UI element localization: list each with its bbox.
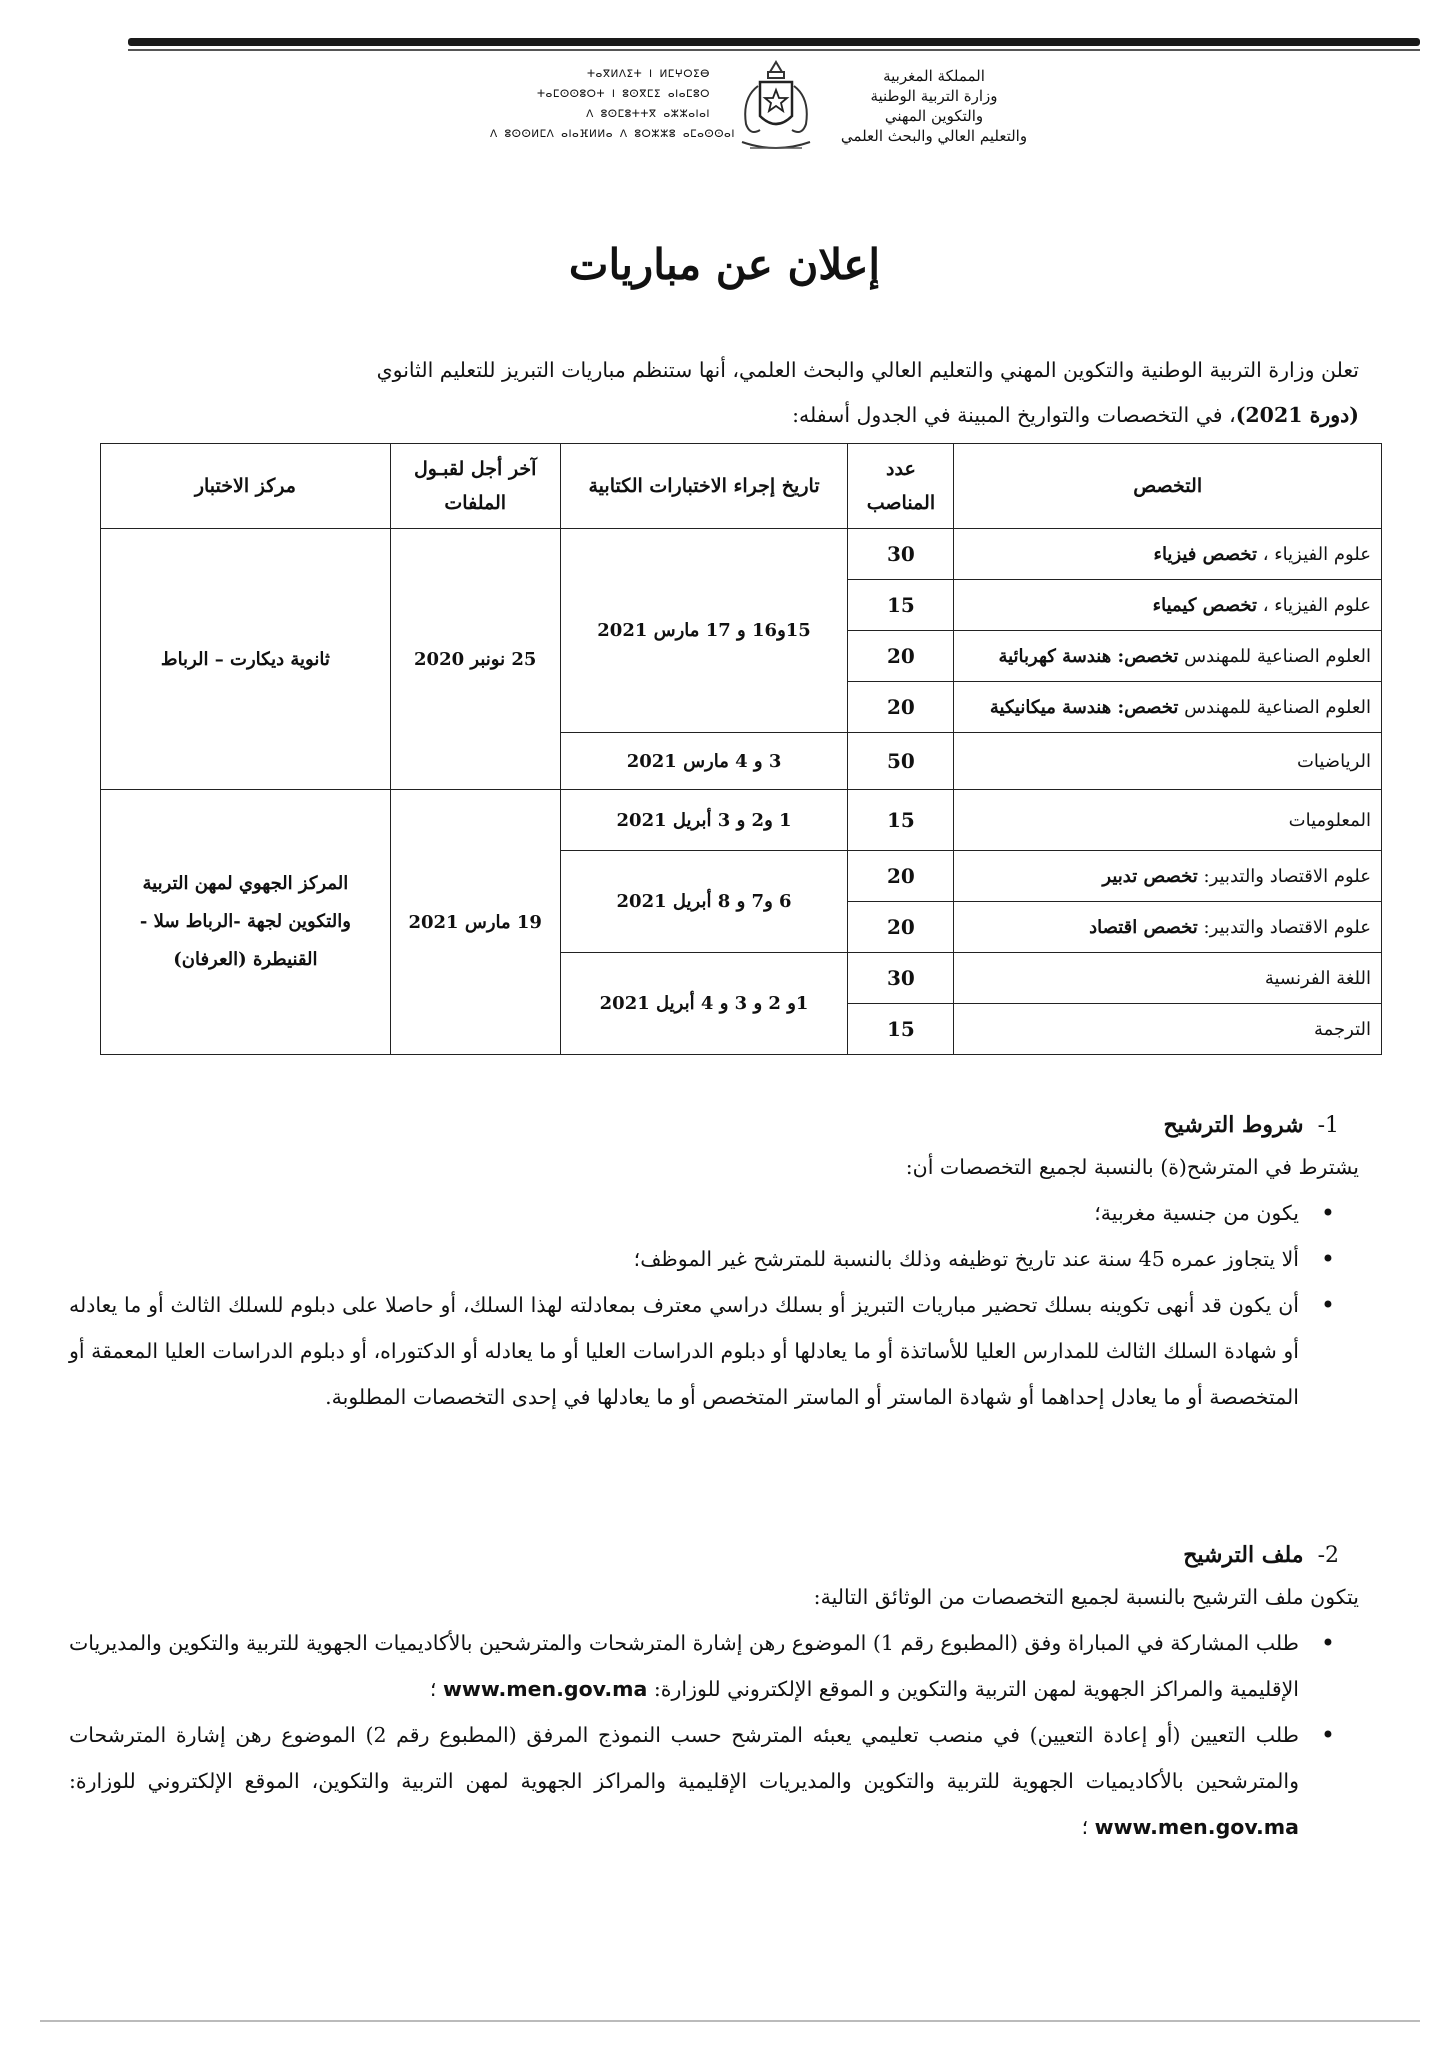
specialty-text: علوم الفيزياء ، <box>1256 543 1371 565</box>
section-number: 1- <box>1317 1113 1339 1138</box>
header-posts-line: المناصب <box>866 492 936 514</box>
intro-paragraph <box>89 348 1359 438</box>
intro-line-2-text: ، في التخصصات والتواريخ المبينة في الجدول أسفله: <box>792 403 1236 427</box>
specialty-cell <box>954 902 1382 953</box>
header-line: المملكة المغربية <box>883 67 985 85</box>
documents-list <box>69 1620 1359 1850</box>
posts-cell: 20 <box>848 631 954 682</box>
section-application-file <box>69 1542 1359 1850</box>
specialty-bold: تخصص: هندسة كهربائية <box>998 645 1179 667</box>
list-item: • أن يكون قد أنهى تكوينه بسلك تحضير مباريات التبريز أو بسلك دراسي معترف بمعادلته لهذا السلك، أو حاصلا على دبلوم للسلك الثالث أو ما يعادله أو شهادة السلك الثالث للمدارس العليا للأساتذة أو ما يعادلها أو دبلوم الدراسات العليا أو ما يعادله أو الدكتوراه، أو دبلوم الدراسات العليا المعمقة أو المتخصصة أو ما يعادل إحداهما أو شهادة الماستر أو الماستر المتخصص أو ما يعادلها في إحدى التخصصات المطلوبة. <box>69 1282 1299 1420</box>
posts-cell: 15 <box>848 790 954 851</box>
header-posts-line: عدد <box>886 458 916 480</box>
tifinagh-line: ⴷ ⵓⵙⵙⵍⵎⴷ ⴰⵏⴰⴼⵍⵍⴰ ⴷ ⵓⵔⵣⵣⵓ ⴰⵎⴰⵙⵙⴰⵏ <box>490 128 735 140</box>
item-text: طلب المشاركة في المباراة وفق (المطبوع رقم 1) الموضوع رهن إشارة المترشحات والمترشحين بالأكاديميات الجهوية للتربية والتكوين والمديريات الإقليمية والمراكز الجهوية لمهن التربية والتكوين و الموقع الإلكتروني للوزارة: <box>69 1631 1299 1701</box>
intro-line-1: تعلن وزارة التربية الوطنية والتكوين المهني والتعليم العالي والبحث العلمي، أنها ستنظم مباريات التبريز للتعليم الثانوي <box>376 358 1359 382</box>
specialty-cell <box>954 953 1382 1004</box>
header-deadline-line: آخر أجل لقبـول <box>413 458 537 480</box>
item-text: طلب التعيين (أو إعادة التعيين) في منصب تعليمي يعبئه المترشح حسب النموذج المرفق (المطبوع رقم 2) الموضوع رهن إشارة المترشحات والمترشحين بالأكاديميات الجهوية للتربية والتكوين والمديريات الإقليمية والمراكز الجهوية لمهن التربية والتكوين، الموقع الإلكتروني للوزارة: <box>69 1723 1299 1793</box>
header-line: وزارة التربية الوطنية <box>870 87 998 105</box>
specialty-cell <box>954 1004 1382 1055</box>
exam-dates-cell: 1 و2 و 3 أبريل 2021 <box>560 790 848 851</box>
ministry-website-link[interactable]: www.men.gov.ma <box>1094 1815 1299 1839</box>
posts-cell: 15 <box>848 580 954 631</box>
header-specialty: التخصص <box>954 444 1382 529</box>
exam-dates-cell: 15و16 و 17 مارس 2021 <box>560 529 848 733</box>
deadline-cell: 19 مارس 2021 <box>390 790 560 1055</box>
header-deadline <box>390 444 560 529</box>
tifinagh-header <box>490 64 735 144</box>
posts-cell: 20 <box>848 682 954 733</box>
intro-line-2 <box>89 393 1359 438</box>
specialty-cell <box>954 733 1382 790</box>
specialty-bold: تخصص: هندسة ميكانيكية <box>989 696 1179 718</box>
deadline-cell: 25 نونبر 2020 <box>390 529 560 790</box>
table-row <box>101 790 1382 851</box>
header-line: والتعليم العالي والبحث العلمي <box>840 127 1028 145</box>
royal-emblem-icon <box>730 58 822 158</box>
test-center-cell: ثانوية ديكارت – الرباط <box>101 529 391 790</box>
contests-table <box>100 443 1382 1055</box>
list-item: • يكون من جنسية مغربية؛ <box>69 1190 1299 1236</box>
specialty-bold: تخصص فيزياء <box>1153 543 1257 565</box>
specialty-text: المعلوميات <box>1288 809 1371 831</box>
ministry-header <box>814 66 1054 146</box>
specialty-text: علوم الفيزياء ، <box>1256 594 1371 616</box>
session-label: (دورة 2021) <box>1235 403 1359 427</box>
bottom-rule <box>40 2020 1420 2022</box>
section-lead: يتكون ملف الترشيح بالنسبة لجميع التخصصات من الوثائق التالية: <box>813 1585 1359 1609</box>
specialty-text: علوم الاقتصاد والتدبير: <box>1197 865 1371 887</box>
item-end: ؛ <box>1081 1815 1095 1839</box>
section-number: 2- <box>1317 1543 1339 1568</box>
posts-cell: 50 <box>848 733 954 790</box>
item-end: ؛ <box>429 1677 443 1701</box>
section-title: شروط الترشيح <box>1163 1112 1304 1138</box>
header-deadline-line: الملفات <box>444 492 507 514</box>
posts-cell: 30 <box>848 953 954 1004</box>
list-item: • ألا يتجاوز عمره 45 سنة عند تاريخ توظيفه وذلك بالنسبة للمترشح غير الموظف؛ <box>69 1236 1299 1282</box>
specialty-cell <box>954 682 1382 733</box>
section-title: ملف الترشيح <box>1183 1542 1304 1568</box>
list-item <box>69 1712 1299 1850</box>
specialty-text: الرياضيات <box>1296 750 1371 772</box>
specialty-text: اللغة الفرنسية <box>1264 967 1371 989</box>
tifinagh-line: ⵜⴰⵎⵙⵙⵓⵔⵜ ⵏ ⵓⵙⴳⵎⵉ ⴰⵏⴰⵎⵓⵔ <box>536 88 710 100</box>
tifinagh-line: ⴷ ⵓⵙⵎⵓⵜⵜⴳ ⴰⵣⵣⴰⵏⴰⵏ <box>586 108 710 120</box>
test-center-cell: المركز الجهوي لمهن التربية والتكوين لجهة -الرباط سلا - القنيطرة (العرفان) <box>101 790 391 1055</box>
section-eligibility <box>69 1112 1359 1420</box>
specialty-cell <box>954 851 1382 902</box>
announcement-title: إعلان عن مباريات <box>568 240 881 289</box>
section-heading <box>69 1112 1359 1138</box>
tifinagh-line: ⵜⴰⴳⵍⴷⵉⵜ ⵏ ⵍⵎⵖⵔⵉⴱ <box>586 68 710 80</box>
posts-cell: 15 <box>848 1004 954 1055</box>
exam-dates-cell: 3 و 4 مارس 2021 <box>560 733 848 790</box>
specialty-text: العلوم الصناعية للمهندس <box>1178 645 1371 667</box>
specialty-cell <box>954 631 1382 682</box>
specialty-cell <box>954 790 1382 851</box>
exam-dates-cell: 1و 2 و 3 و 4 أبريل 2021 <box>560 953 848 1055</box>
specialty-text: العلوم الصناعية للمهندس <box>1178 696 1371 718</box>
specialty-text: علوم الاقتصاد والتدبير: <box>1197 916 1371 938</box>
header-center: مركز الاختبار <box>101 444 391 529</box>
table-header-row <box>101 444 1382 529</box>
specialty-bold: تخصص اقتصاد <box>1089 916 1198 938</box>
posts-cell: 20 <box>848 902 954 953</box>
ministry-website-link[interactable]: www.men.gov.ma <box>442 1677 648 1701</box>
top-rule <box>128 38 1420 46</box>
specialty-bold: تخصص تدبير <box>1102 865 1198 887</box>
specialty-bold: تخصص كيمياء <box>1152 594 1257 616</box>
specialty-text: الترجمة <box>1313 1018 1371 1040</box>
conditions-list <box>69 1190 1359 1420</box>
exam-dates-cell: 6 و7 و 8 أبريل 2021 <box>560 851 848 953</box>
header-exam-dates: تاريخ إجراء الاختبارات الكتابية <box>560 444 848 529</box>
specialty-cell <box>954 529 1382 580</box>
posts-cell: 30 <box>848 529 954 580</box>
list-item <box>69 1620 1299 1712</box>
posts-cell: 20 <box>848 851 954 902</box>
section-lead: يشترط في المترشح(ة) بالنسبة لجميع التخصصات أن: <box>905 1155 1359 1179</box>
table-row <box>101 529 1382 580</box>
header-line: والتكوين المهني <box>884 107 984 125</box>
specialty-cell <box>954 580 1382 631</box>
section-heading <box>69 1542 1359 1568</box>
header-posts <box>848 444 954 529</box>
top-rule-thin <box>128 49 1420 51</box>
